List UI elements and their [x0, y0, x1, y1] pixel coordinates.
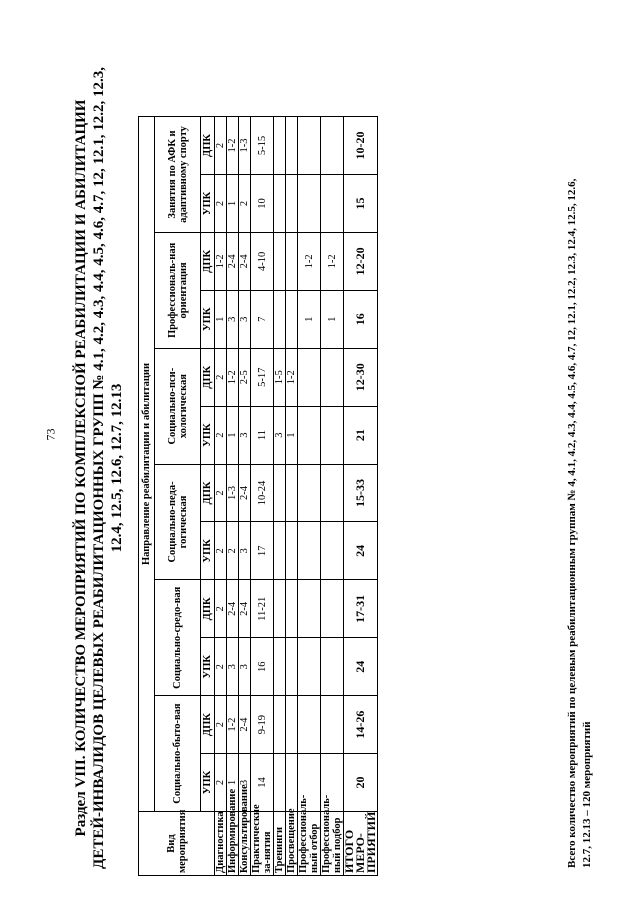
table-cell [274, 117, 286, 175]
dpk-header: ДПК [201, 117, 215, 175]
dpk-header: ДПК [201, 696, 215, 754]
group-header: Профессиональ-ная ориентация [155, 232, 201, 348]
dpk-header: ДПК [201, 348, 215, 406]
group-header: Социально-педа-гогическая [155, 464, 201, 580]
table-cell: 1-2 [321, 232, 344, 290]
upk-header: УПК [201, 406, 215, 464]
upk-header: УПК [201, 175, 215, 233]
table-cell [286, 464, 298, 522]
table-cell: 24 [344, 638, 378, 696]
table-cell [274, 464, 286, 522]
table-row [215, 117, 227, 876]
table-cell: 14-26 [344, 696, 378, 754]
table-cell: 5-15 [251, 117, 274, 175]
group-header: Социально-быто-вая [155, 696, 201, 812]
upk-header: УПК [201, 290, 215, 348]
table-cell: 3 [227, 638, 239, 696]
table-cell [286, 175, 298, 233]
section-title-line-2: ДЕТЕЙ-ИНВАЛИДОВ ЦЕЛЕВЫХ РЕАБИЛИТАЦИОННЫХ ГРУПП № 4.1, 4.2, 4.3, 4.4, 4.5, 4.6, 4.7, 12, 12.1, 12.2, 12.3, [91, 67, 107, 869]
table-cell: 2 [239, 175, 251, 233]
table-cell: 14 [251, 754, 274, 812]
table-cell: 2 [215, 117, 227, 175]
table-cell [298, 638, 321, 696]
total-row [344, 117, 378, 876]
group-header: Социально-пси-хологическая [155, 348, 201, 464]
table-cell: 1 [227, 175, 239, 233]
table-cell: 3 [239, 290, 251, 348]
table-cell: 11-21 [251, 580, 274, 638]
table-cell: 2-4 [227, 232, 239, 290]
table-cell: 4-10 [251, 232, 274, 290]
table-cell: 7 [251, 290, 274, 348]
table-cell: 2 [227, 522, 239, 580]
direction-header: Направление реабилитации и абилитации [139, 117, 155, 812]
activity-name: Консультирование [239, 812, 251, 876]
table-cell: 2-4 [227, 580, 239, 638]
table-cell [286, 696, 298, 754]
table-cell [274, 638, 286, 696]
table-cell [298, 522, 321, 580]
table-cell: 17 [251, 522, 274, 580]
upk-header: УПК [201, 754, 215, 812]
upk-header: УПК [201, 638, 215, 696]
group-header: Социально-средо-вая [155, 580, 201, 696]
table-cell [274, 754, 286, 812]
table-cell: 3 [239, 406, 251, 464]
table-cell: 2 [215, 638, 227, 696]
table-row [298, 117, 321, 876]
activities-table [138, 116, 378, 876]
table-cell: 17-31 [344, 580, 378, 638]
table-cell [286, 754, 298, 812]
table-cell [274, 580, 286, 638]
table-cell [286, 580, 298, 638]
table-cell: 3 [239, 754, 251, 812]
table-cell [321, 117, 344, 175]
table-cell [321, 580, 344, 638]
table-cell: 9-19 [251, 696, 274, 754]
upk-header: УПК [201, 522, 215, 580]
table-cell: 5-17 [251, 348, 274, 406]
table-cell [286, 290, 298, 348]
table-row [227, 117, 239, 876]
table-cell: 1 [215, 290, 227, 348]
table-cell: 15-33 [344, 464, 378, 522]
table-row [321, 117, 344, 876]
dpk-header: ДПК [201, 580, 215, 638]
activity-name: Диагностика [215, 812, 227, 876]
page-number: 73 [43, 428, 58, 441]
activity-name: Информирование [227, 812, 239, 876]
table-cell [286, 232, 298, 290]
footer-note-line-2: 12.7, 12.13 – 120 мероприятий [581, 721, 593, 868]
activity-name: ИТОГО МЕРО-ПРИЯТИЙ [344, 812, 378, 876]
table-cell: 16 [251, 638, 274, 696]
table-cell [321, 406, 344, 464]
dpk-header: ДПК [201, 232, 215, 290]
section-title-line-1: Раздел VIII. КОЛИЧЕСТВО МЕРОПРИЯТИЙ ПО КОМПЛЕКСНОЙ РЕАБИЛИТАЦИИ И АБИЛИТАЦИИ [73, 99, 89, 837]
table-cell [274, 175, 286, 233]
table-cell [321, 175, 344, 233]
table-cell: 15 [344, 175, 378, 233]
table-cell: 1-3 [227, 464, 239, 522]
table-cell [274, 290, 286, 348]
table-cell: 1 [298, 290, 321, 348]
group-header: Занятия по АФК и адаптивному спорту [155, 117, 201, 233]
table-cell [321, 464, 344, 522]
table-cell [298, 580, 321, 638]
rotated-page-content [38, 38, 628, 898]
table-cell: 2 [215, 754, 227, 812]
activity-name: Просвещение [286, 812, 298, 876]
table-cell: 1-2 [227, 348, 239, 406]
table-cell: 3 [239, 522, 251, 580]
table-cell: 2 [215, 522, 227, 580]
activity-name: Профессиональ-ный отбор [298, 812, 321, 876]
table-cell [298, 696, 321, 754]
table-cell [274, 696, 286, 754]
table-cell: 1-2 [298, 232, 321, 290]
table-cell: 11 [251, 406, 274, 464]
table-cell: 21 [344, 406, 378, 464]
table-cell: 2 [215, 580, 227, 638]
dpk-header: ДПК [201, 464, 215, 522]
table-cell: 2 [215, 464, 227, 522]
table-cell: 3 [274, 406, 286, 464]
table-cell [286, 638, 298, 696]
table-cell [298, 175, 321, 233]
table-cell: 2 [215, 175, 227, 233]
table-cell: 1 [321, 290, 344, 348]
table-cell: 2-4 [239, 232, 251, 290]
table-cell: 2 [215, 406, 227, 464]
table-cell: 1 [227, 406, 239, 464]
table-cell: 2-5 [239, 348, 251, 406]
table-cell [286, 117, 298, 175]
table-cell: 2-4 [239, 580, 251, 638]
table-cell [321, 522, 344, 580]
table-cell: 2-4 [239, 464, 251, 522]
activity-header: Вид мероприятия [139, 812, 215, 876]
table-cell: 1 [286, 406, 298, 464]
table-cell: 1-2 [227, 696, 239, 754]
table-cell: 1-2 [286, 348, 298, 406]
table-cell: 10-20 [344, 117, 378, 175]
table-row [274, 117, 286, 876]
table-cell: 3 [227, 290, 239, 348]
activity-name: Практические за-нятия [251, 812, 274, 876]
table-cell [286, 522, 298, 580]
table-cell: 12-20 [344, 232, 378, 290]
table-cell: 1-2 [215, 232, 227, 290]
table-row [251, 117, 274, 876]
activity-name: Профессиональ-ный подбор [321, 812, 344, 876]
activity-name: Тренинги [274, 812, 286, 876]
table-cell: 1-5 [274, 348, 286, 406]
table-cell [321, 348, 344, 406]
table-cell: 1-3 [239, 117, 251, 175]
table-cell [298, 464, 321, 522]
footer-note-line-1: Всего количество мероприятий по целевым реабилитационным группам № 4, 4.1, 4.2, 4.3, 4.4, 4.5, 4.6, 4.7, 12, 12.1, 12.2, 12.3, 12.4, 12.5, 12.6, [566, 178, 578, 868]
table-cell [321, 638, 344, 696]
table-cell: 3 [239, 638, 251, 696]
table-row [239, 117, 251, 876]
table-cell [274, 232, 286, 290]
table-cell: 20 [344, 754, 378, 812]
table-cell [298, 348, 321, 406]
table-cell [274, 522, 286, 580]
table-cell: 2-4 [239, 696, 251, 754]
table-cell [321, 696, 344, 754]
table-cell: 16 [344, 290, 378, 348]
table-cell: 1 [227, 754, 239, 812]
table-cell: 10 [251, 175, 274, 233]
table-row [286, 117, 298, 876]
table-cell: 10-24 [251, 464, 274, 522]
table-cell [298, 406, 321, 464]
table-cell: 1-2 [227, 117, 239, 175]
table-cell: 12-30 [344, 348, 378, 406]
section-title-line-3: 12.4, 12.5, 12.6, 12.7, 12.13 [109, 383, 125, 553]
table-cell: 24 [344, 522, 378, 580]
table-cell: 2 [215, 696, 227, 754]
table-cell: 2 [215, 348, 227, 406]
table-cell [298, 117, 321, 175]
